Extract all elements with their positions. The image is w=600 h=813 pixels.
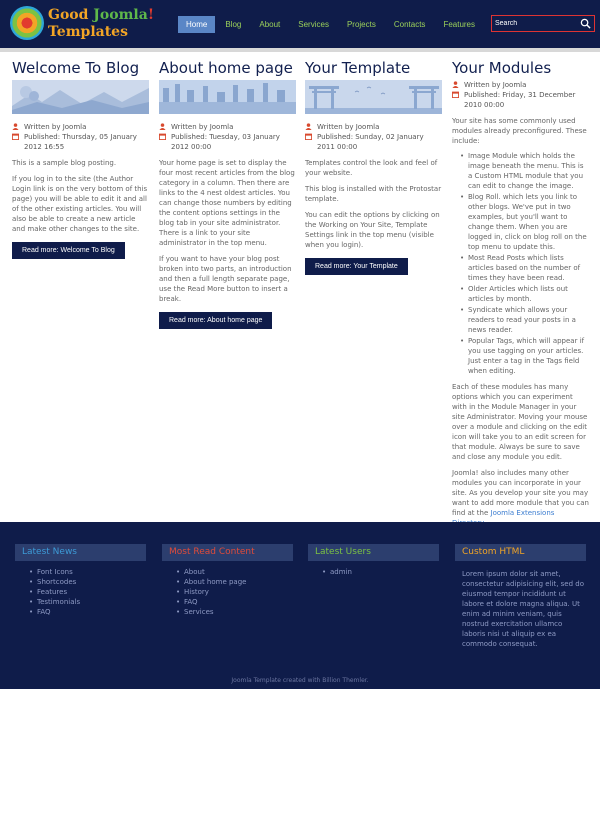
- article-meta: [452, 80, 589, 110]
- search-box: [491, 15, 595, 32]
- article-meta: [159, 122, 296, 152]
- article-paragraph: Your site has some commonly used modules already preconfigured. These include:: [452, 117, 587, 145]
- article-paragraph: Each of these modules has many options which you can experiment with in the Module Manager in your site Administrator. Moving your mouse over a module and clicking on the edit icon will take you to an edit screen for that module. Always be sure to save and close any module you edit.: [452, 383, 588, 461]
- list-item: • Syndicate which allows your readers to read your posts in a news reader.: [460, 305, 589, 335]
- list-item: • Image Module which holds the image beneath the menu. This is a Custom HTML module that you can edit to change the image.: [460, 151, 589, 191]
- footer-custom-text: Lorem ipsum dolor sit amet, consectetur adipisicing elit, sed do eiusmod tempor incididunt ut labore et dolore magna aliqua. Ut enim ad minim veniam, quis nostrud exercitation ullamco laboris nisi ut aliquip ex ea commodo consequat.: [462, 570, 585, 648]
- footer-link[interactable]: • admin: [322, 567, 439, 577]
- module-list: [452, 151, 589, 376]
- article-paragraph: This blog is installed with the Protostar template.: [305, 185, 442, 203]
- user-icon: [305, 123, 312, 130]
- user-icon: [452, 81, 459, 88]
- footer-link[interactable]: • Shortcodes: [29, 577, 146, 587]
- article-author: Written by Joomla: [24, 123, 87, 131]
- article-published: Published: Thursday, 05 January 2012 16:55: [24, 133, 137, 151]
- footer-heading: Custom HTML: [455, 544, 586, 561]
- footer-heading: Latest News: [15, 544, 146, 561]
- user-icon: [159, 123, 166, 130]
- article-welcome-to-blog: [12, 58, 149, 259]
- article-title[interactable]: Welcome To Blog: [12, 59, 140, 77]
- nav-item-blog[interactable]: Blog: [225, 20, 242, 29]
- footer-most-read: [162, 544, 293, 617]
- list-item: • Popular Tags, which will appear if you use tagging on your articles. Just enter a tag in the Tags field when editing.: [460, 336, 589, 376]
- logo-text-line1: Good Joomla!: [48, 7, 154, 23]
- footer-link[interactable]: • FAQ: [29, 607, 146, 617]
- footer-link[interactable]: • Services: [176, 607, 293, 617]
- header-divider: [0, 48, 600, 52]
- article-author: Written by Joomla: [317, 123, 380, 131]
- article-paragraph: You can edit the options by clicking on the Working on Your Site, Template Settings link in the top menu (visible when you login).: [305, 211, 440, 249]
- footer-custom-html: [455, 544, 586, 649]
- site-header: [0, 0, 600, 48]
- read-more-button[interactable]: Read more: About home page: [159, 312, 272, 329]
- article-your-modules: [452, 58, 589, 528]
- article-paragraph: Templates control the look and feel of your website.: [305, 159, 438, 177]
- search-input[interactable]: [495, 17, 579, 30]
- site-footer: [0, 522, 600, 689]
- read-more-button[interactable]: Read more: Your Template: [305, 258, 408, 275]
- nav-item-projects[interactable]: Projects: [346, 20, 376, 29]
- footer-credit: Joomla Template created with Billion Themler.: [231, 677, 369, 684]
- calendar-icon: [12, 133, 19, 140]
- article-published: Published: Friday, 31 December 2010 00:00: [464, 91, 576, 109]
- footer-link[interactable]: • Features: [29, 587, 146, 597]
- article-author: Written by Joomla: [171, 123, 234, 131]
- footer-latest-users: [308, 544, 439, 577]
- footer-latest-news: [15, 544, 146, 617]
- article-paragraph: Joomla! also includes many other modules you can incorporate in your site. As you develop your site you may want to add more module that you can find at the Joomla Extensions: [452, 468, 589, 528]
- article-paragraph: If you log in to the site (the Author Login link is on the very bottom of this page) you will be able to edit it and all of the other existing articles. You will also be able to create a new article and make other changes to the site.: [12, 175, 148, 233]
- article-banner-image: [305, 80, 442, 114]
- logo-emblem-icon: [10, 6, 44, 40]
- article-title[interactable]: Your Modules: [452, 59, 552, 77]
- calendar-icon: [452, 91, 459, 98]
- user-icon: [12, 123, 19, 130]
- logo-text-line2: Templates: [48, 24, 128, 40]
- calendar-icon: [159, 133, 166, 140]
- article-paragraph: If you want to have your blog post broken into two parts, an introduction and then a full length separate page, use the Read More button to insert a break.: [159, 255, 292, 303]
- nav-item-home[interactable]: Home: [178, 16, 215, 33]
- footer-link[interactable]: • History: [176, 587, 293, 597]
- article-title[interactable]: About home page: [159, 59, 293, 77]
- site-logo[interactable]: [10, 5, 160, 43]
- extensions-directory-link[interactable]: Joomla Extensions: [490, 509, 555, 517]
- article-about-home-page: [159, 58, 296, 329]
- article-banner-image: [12, 80, 149, 114]
- footer-heading: Latest Users: [308, 544, 439, 561]
- list-item: • Older Articles which lists out articles by month.: [460, 284, 589, 304]
- nav-item-services[interactable]: Services: [298, 20, 329, 29]
- nav-item-about[interactable]: About: [259, 20, 281, 29]
- footer-link[interactable]: • FAQ: [176, 597, 293, 607]
- footer-heading: Most Read Content: [162, 544, 293, 561]
- article-meta: [305, 122, 442, 152]
- article-paragraph: This is a sample blog posting.: [12, 159, 117, 167]
- main-nav: [178, 16, 485, 33]
- article-banner-image: [159, 80, 296, 114]
- search-icon[interactable]: [580, 18, 591, 29]
- article-title[interactable]: Your Template: [305, 59, 411, 77]
- footer-link[interactable]: • Testimonials: [29, 597, 146, 607]
- calendar-icon: [305, 133, 312, 140]
- footer-link[interactable]: • About: [176, 567, 293, 577]
- article-author: Written by Joomla: [464, 81, 527, 89]
- list-item: • Most Read Posts which lists articles based on the number of times they have been read.: [460, 253, 589, 283]
- list-item: • Blog Roll. which lets you link to other blogs. We've put in two examples, but you'll want to change them. When you are logged in, click on blog roll on the top menu to update this.: [460, 192, 589, 252]
- article-meta: [12, 122, 149, 152]
- article-your-template: [305, 58, 442, 275]
- article-paragraph: Your home page is set to display the four most recent articles from the blog category in a column. Then there are links to the 4 nest oldest articles. You can change those numbers by editing the content options settings in the blog tab in your site administrator. There is a link to your site administrator in the top menu.: [159, 159, 295, 247]
- footer-link[interactable]: • Font Icons: [29, 567, 146, 577]
- read-more-button[interactable]: Read more: Welcome To Blog: [12, 242, 125, 259]
- article-published: Published: Sunday, 02 January 2011 00:00: [317, 133, 424, 151]
- footer-link[interactable]: • About home page: [176, 577, 293, 587]
- article-published: Published: Tuesday, 03 January 2012 00:00: [171, 133, 280, 151]
- nav-item-features[interactable]: Features: [443, 20, 476, 29]
- nav-item-contacts[interactable]: Contacts: [393, 20, 426, 29]
